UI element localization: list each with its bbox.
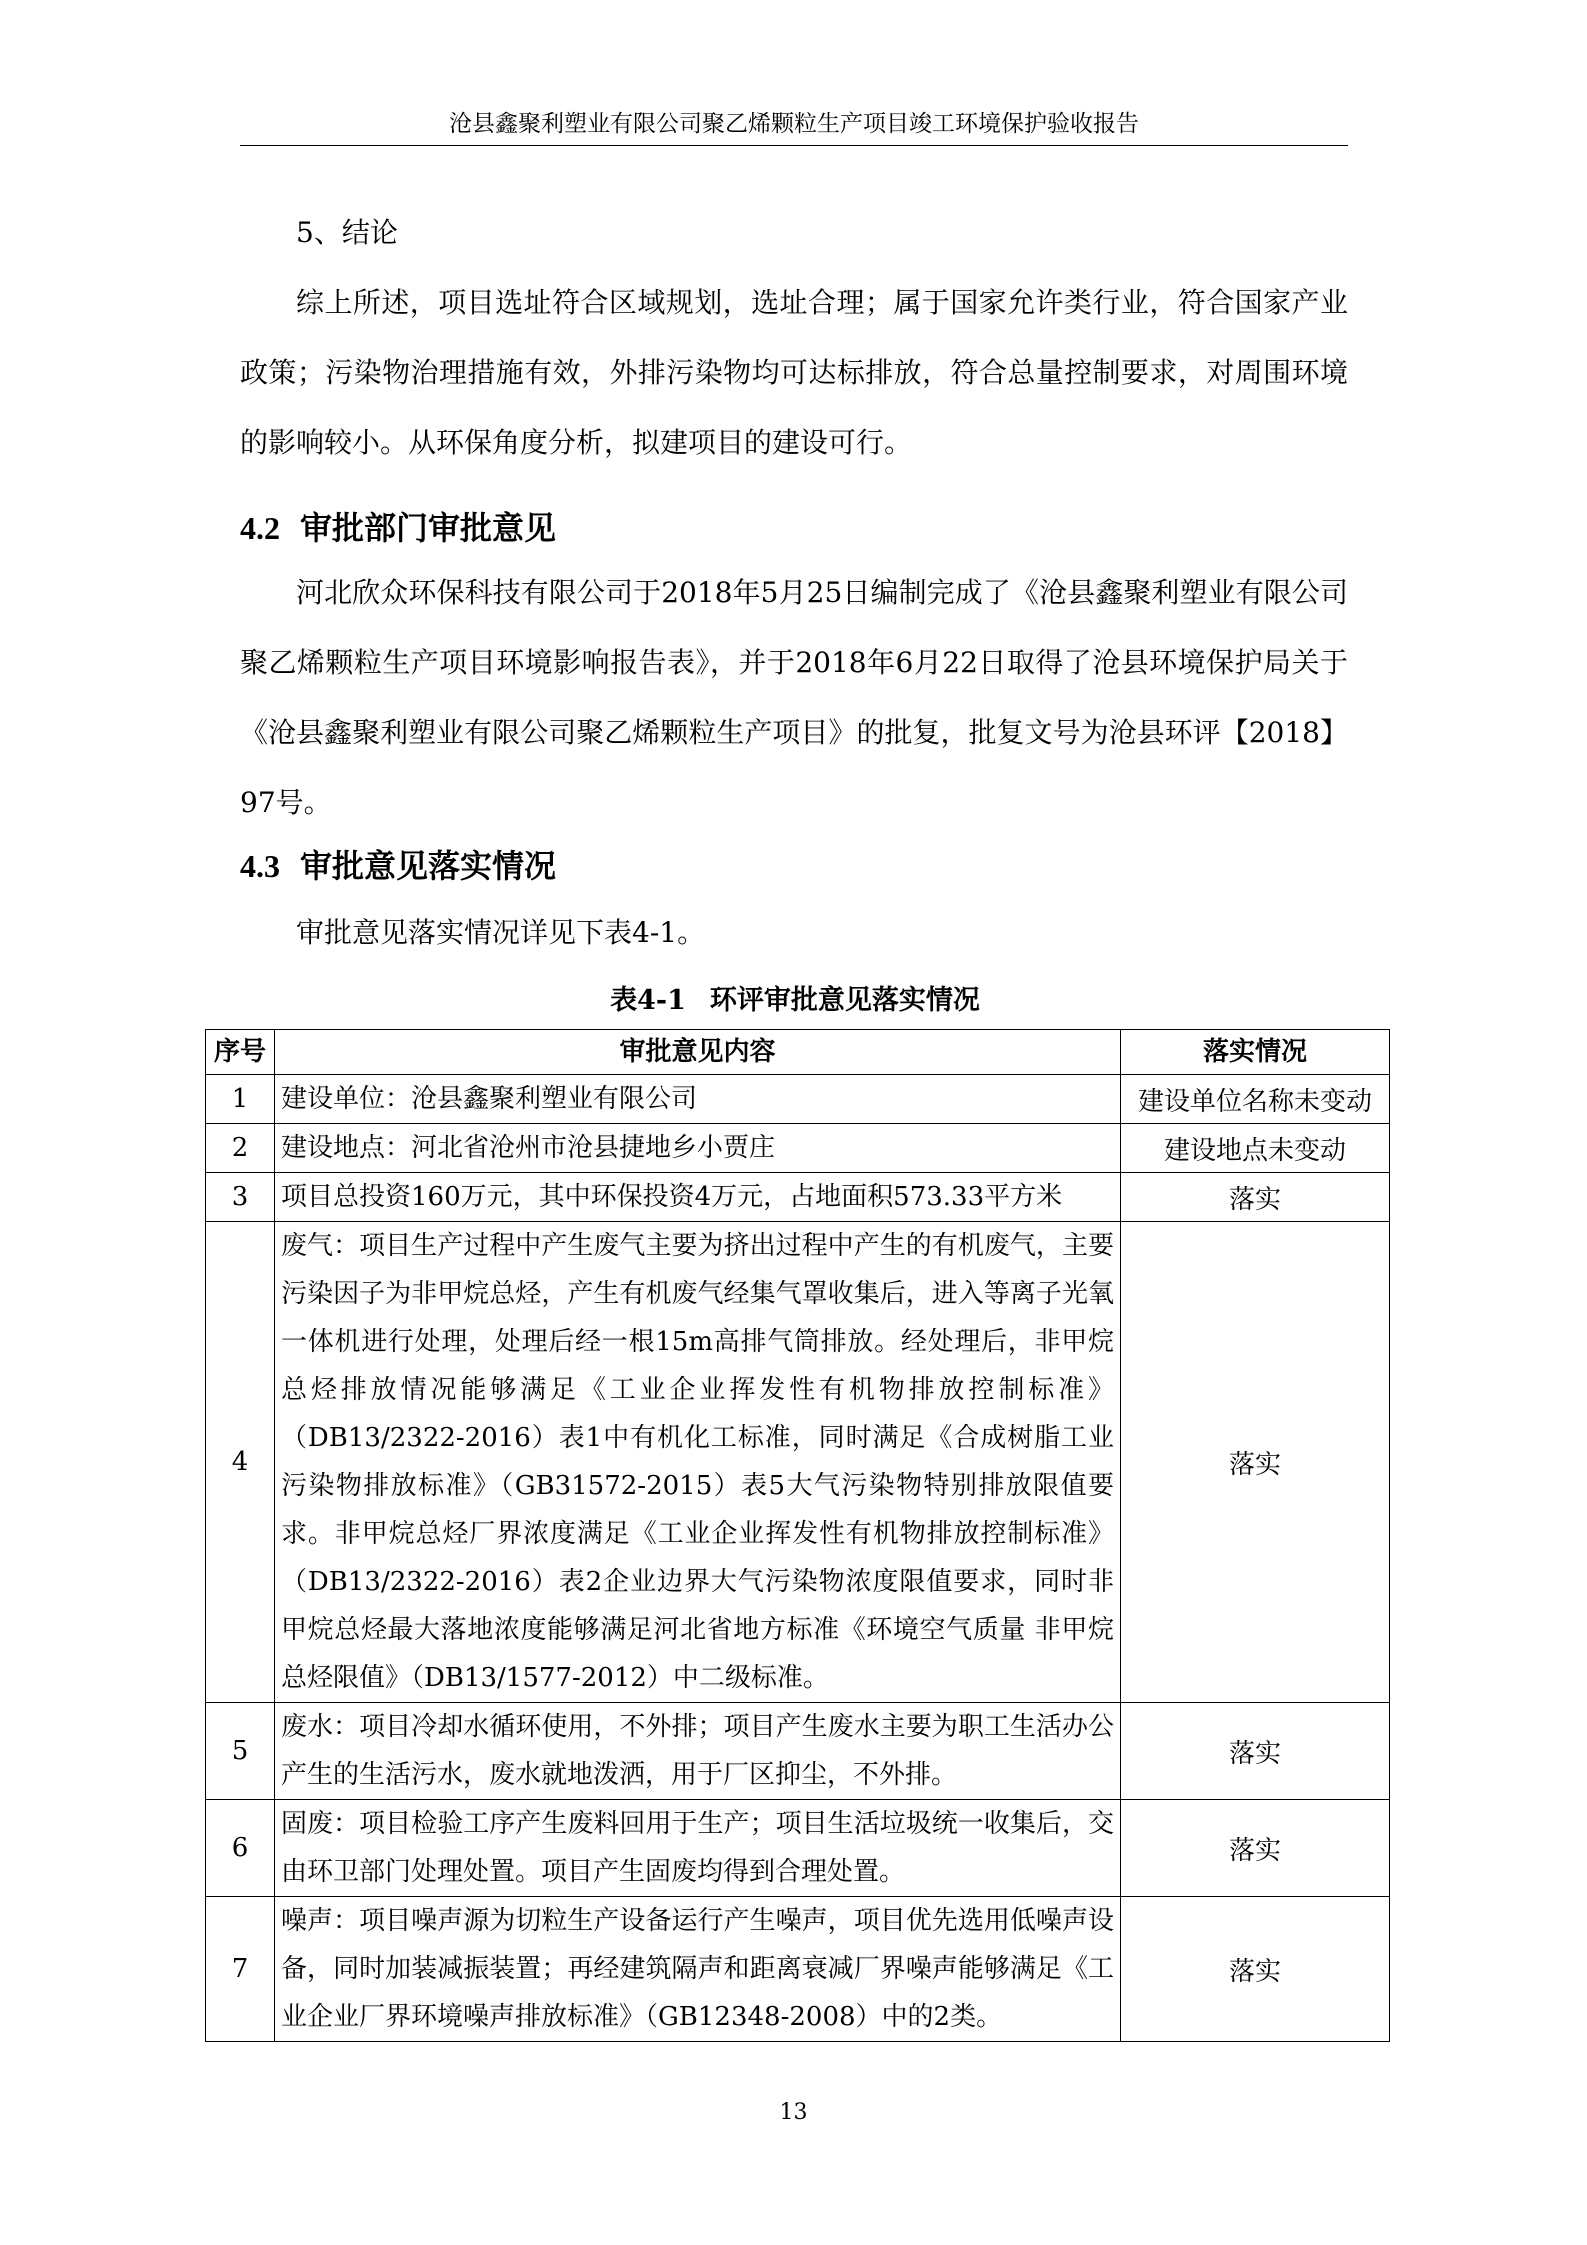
row-content: 废气：项目生产过程中产生废气主要为挤出过程中产生的有机废气，主要污染因子为非甲烷总烃，产生有机废气经集气罩收集后，进入等离子光氧一体机进行处理，处理后经一根15m高排气筒排放。经处理后，非甲烷总烃排放情况能够满足《工业企业挥发性有机物排放控制标准》（DB13/2322-2016）表1中有机化工标准，同时满足《合成树脂工业污染物排放标准》（GB31572-2015）表5大气污染物特别排放限值要求。非甲烷总烃厂界浓度满足《工业企业挥发性有机物排放控制标准》（DB13/2322-2016）表2企业边界大气污染物浓度限值要求，同时非甲烷总烃最大落地浓度能够满足河北省地方标准《环境空气质量 非甲烷总烃限值》（DB13/1577-2012）中二级标准。 (275, 1222, 1121, 1703)
row-content: 建设单位：沧县鑫聚利塑业有限公司 (275, 1075, 1121, 1124)
approval-opinion-paragraph: 河北欣众环保科技有限公司于2018年5月25日编制完成了《沧县鑫聚利塑业有限公司聚乙烯颗粒生产项目环境影响报告表》，并于2018年6月22日取得了沧县环境保护局关于《沧县鑫聚利塑业有限公司聚乙烯颗粒生产项目》的批复，批复文号为沧县环评【2018】97号。 (240, 576, 1348, 819)
row-seq: 1 (206, 1075, 275, 1124)
header-content: 审批意见内容 (275, 1030, 1121, 1075)
row-seq: 3 (206, 1173, 275, 1222)
section-title: 审批部门审批意见 (300, 509, 557, 547)
section-title: 审批意见落实情况 (300, 847, 557, 885)
approval-implementation-table (205, 1029, 1390, 2042)
table-row (206, 1800, 1390, 1897)
implementation-intro-paragraph: 审批意见落实情况详见下表4-1。 (296, 916, 706, 949)
row-status: 落实 (1121, 1703, 1390, 1800)
header-status: 落实情况 (1121, 1030, 1390, 1075)
section-heading-4-2 (240, 504, 1348, 552)
row-content: 噪声：项目噪声源为切粒生产设备运行产生噪声，项目优先选用低噪声设备，同时加装减振装置；再经建筑隔声和距离衰减厂界噪声能够满足《工业企业厂界环境噪声排放标准》（GB12348-2008）中的2类。 (275, 1897, 1121, 2042)
header-seq: 序号 (206, 1030, 275, 1075)
table-header-row (206, 1030, 1390, 1075)
row-status: 建设地点未变动 (1121, 1124, 1390, 1173)
table-caption-number: 表4-1 (610, 985, 686, 1016)
row-status: 落实 (1121, 1173, 1390, 1222)
row-status: 落实 (1121, 1222, 1390, 1703)
section-number: 4.2 (240, 510, 280, 546)
conclusion-paragraph: 综上所述，项目选址符合区域规划，选址合理；属于国家允许类行业，符合国家产业政策；污染物治理措施有效，外排污染物均可达标排放，符合总量控制要求，对周围环境的影响较小。从环保角度分析，拟建项目的建设可行。 (240, 286, 1348, 459)
table-row (206, 1173, 1390, 1222)
conclusion-heading: 5、结论 (296, 216, 398, 249)
table-caption-title: 环评审批意见落实情况 (709, 985, 980, 1016)
row-content: 项目总投资160万元，其中环保投资4万元，占地面积573.33平方米 (275, 1173, 1121, 1222)
table-row (206, 1124, 1390, 1173)
row-seq: 2 (206, 1124, 275, 1173)
row-content: 废水：项目冷却水循环使用，不外排；项目产生废水主要为职工生活办公产生的生活污水，废水就地泼洒，用于厂区抑尘，不外排。 (275, 1703, 1121, 1800)
table-row (206, 1897, 1390, 2042)
running-header: 沧县鑫聚利塑业有限公司聚乙烯颗粒生产项目竣工环境保护验收报告 (449, 111, 1139, 137)
row-content: 固废：项目检验工序产生废料回用于生产；项目生活垃圾统一收集后，交由环卫部门处理处置。项目产生固废均得到合理处置。 (275, 1800, 1121, 1897)
table-row (206, 1703, 1390, 1800)
row-seq: 5 (206, 1703, 275, 1800)
section-heading-4-3 (240, 842, 1348, 890)
header-rule (240, 145, 1348, 146)
row-status: 落实 (1121, 1897, 1390, 2042)
row-status: 落实 (1121, 1800, 1390, 1897)
table-row (206, 1075, 1390, 1124)
section-number: 4.3 (240, 848, 280, 884)
row-seq: 7 (206, 1897, 275, 2042)
row-seq: 4 (206, 1222, 275, 1703)
row-seq: 6 (206, 1800, 275, 1897)
page-number: 13 (779, 2100, 808, 2125)
table-caption (205, 983, 1385, 1019)
row-content: 建设地点：河北省沧州市沧县捷地乡小贾庄 (275, 1124, 1121, 1173)
body-content (240, 198, 1348, 968)
row-status: 建设单位名称未变动 (1121, 1075, 1390, 1124)
table-row (206, 1222, 1390, 1703)
